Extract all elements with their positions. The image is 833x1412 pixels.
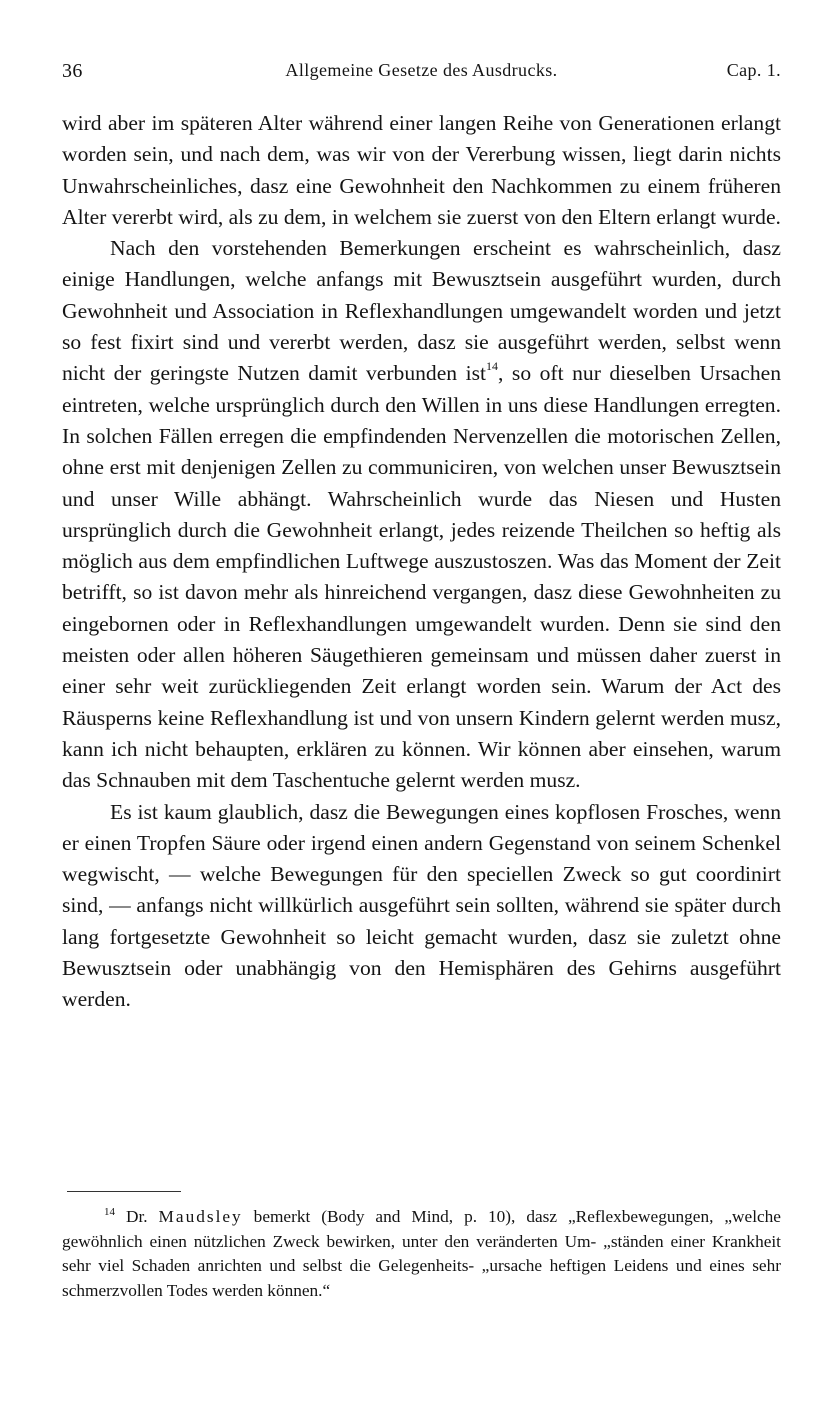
footnote-author: Maudsley — [158, 1207, 243, 1226]
paragraph-2 — [62, 233, 781, 796]
running-title: Allgemeine Gesetze des Ausdrucks. — [285, 60, 558, 80]
running-header — [62, 60, 781, 90]
footnote-divider — [67, 1191, 181, 1192]
paragraph-1: wird aber im späteren Alter während einer langen Reihe von Generationen erlangt worden sein, und nach dem, was wir von der Vererbung wissen, liegt darin nichts Unwahrscheinliches, dasz eine Gewohnheit den Nachkommen zu einem früheren Alter vererbt wird, als zu dem, in welchem sie zuerst von den Eltern erlangt wurde. — [62, 111, 781, 229]
footnote-author-prefix: Dr. — [125, 1207, 148, 1226]
footnote-reference: 14 — [486, 359, 499, 374]
footnote-text: bemerkt (Body and Mind, p. 10), dasz „Reflexbewegungen, „welche gewöhnlich einen nützlichen Zweck bewirken, unter den veränderten Um- „ständen einer Krankheit sehr viel Schaden anrichten und selbst die Gelegenheits- „ursache heftigen Leidens und eines sehr schmerzvollen Todes werden können.“ — [62, 1207, 781, 1300]
paragraph-3: Es ist kaum glaublich, dasz die Bewegungen eines kopflosen Frosches, wenn er einen Tropfen Säure oder irgend einen andern Gegenstand von seinem Schenkel wegwischt, — welche Bewegungen für den speciellen Zweck so gut coordinirt sind, — anfangs nicht willkürlich ausgeführt sein sollten, während sie später durch lang fortgesetzte Gewohnheit so leicht gemacht wurden, dasz sie zuletzt ohne Bewusztsein oder unabhängig von den Hemisphären des Gehirns ausgeführt werden. — [62, 799, 781, 1012]
footnote-number: 14 — [104, 1206, 115, 1218]
main-text — [62, 108, 781, 1016]
footnote — [62, 1205, 781, 1303]
paragraph-2-text-after: , so oft nur dieselben Ursachen eintreten, welche ursprünglich durch den Willen in uns diese Handlungen erregten. In solchen Fällen erregen die empfindenden Nervenzellen die motorischen Zellen, ohne erst mit denjenigen Zellen zu communiciren, von welchen unser Bewusztsein und unser Wille abhängt. Wahrscheinlich wurde das Niesen und Husten ursprünglich durch die Gewohnheit erlangt, jedes reizende Theilchen so heftig als möglich aus dem empfindlichen Luftwege auszustoszen. Was das Moment der Zeit betrifft, so ist davon mehr als hinreichend vergangen, dasz diese Gewohnheiten zu eingebornen oder in Reflexhandlungen umgewandelt wurden. Denn sie sind den meisten oder allen höheren Säugethieren gemeinsam und müssen daher zuerst in einer sehr weit zurückliegenden Zeit erlangt worden sein. Warum der Act des Räusperns keine Reflexhandlung ist und von unsern Kindern gelernt werden musz, kann ich nicht behaupten, erklären zu können. Wir können aber einsehen, warum das Schnauben mit dem Taschentuche gelernt werden musz. — [62, 361, 781, 793]
paragraph-2-text-before: Nach den vorstehenden Bemerkungen erscheint es wahrscheinlich, dasz einige Handlungen, welche anfangs mit Bewusztsein ausgeführt wurden, durch Gewohnheit und Association in Reflexhandlungen umgewandelt worden und jetzt so fest fixirt sind und vererbt werden, dasz sie ausgeführt werden, selbst wenn nicht der geringste Nutzen damit verbunden ist — [62, 236, 781, 386]
page-number: 36 — [62, 60, 83, 82]
chapter-label: Cap. 1. — [726, 60, 781, 80]
